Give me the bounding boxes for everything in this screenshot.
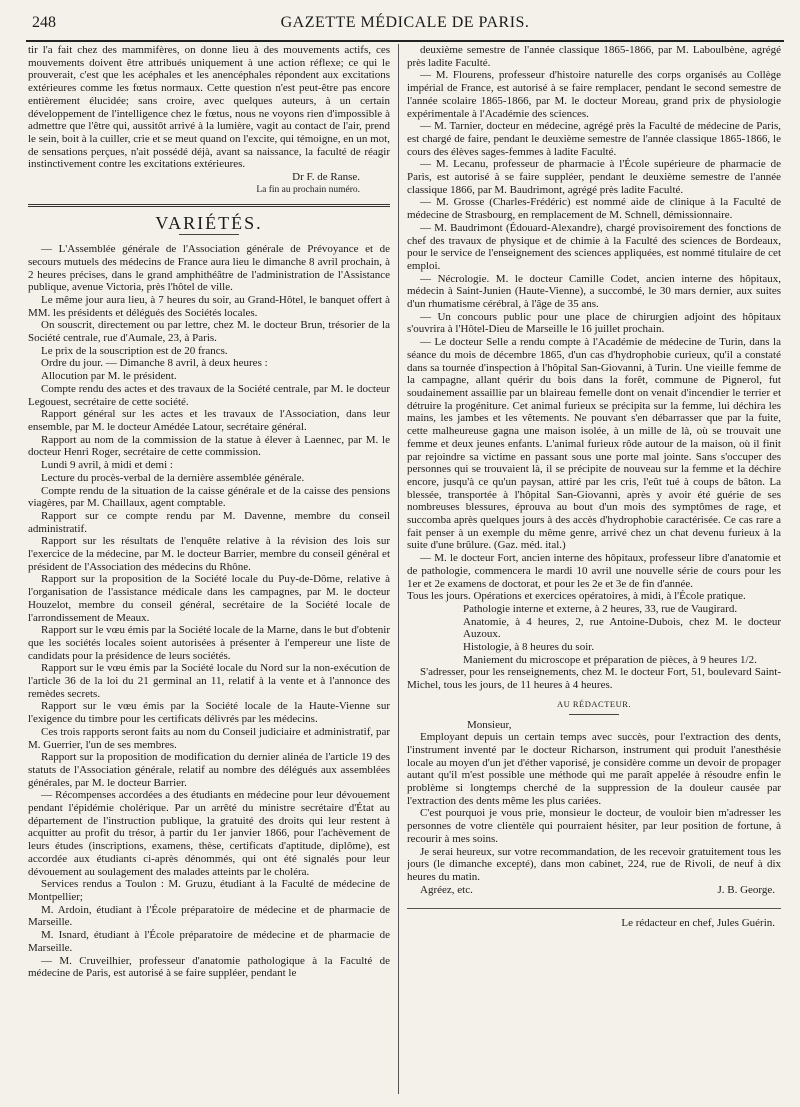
article-paragraph: Rapport sur le vœu émis par la Société locale de la Marne, dans le but d'obtenir que les sociétés locales soient autorisées à présenter à l'empereur une liste de candidats pour la présidence de leurs sociétés. bbox=[28, 624, 390, 662]
schedule-item: Maniement du microscope et préparation de pièces, à 9 heures 1/2. bbox=[463, 653, 757, 666]
continuation-paragraph: tir l'a fait chez des mammifères, on donne lieu à des mouvements actifs, ces mouvements doivent être attribués uniquement à une action réflexe; ce qui le prouverait, c'est que les acéphales et les anencéphales répondent aux excitations extérieures comme les fœtus normaux. Cette question n'est peut-être pas encore entièrement élucidée; sans croire, avec quelques auteurs, à un certain développement de l'intelligence chez le fœtus, nous ne voyons rien d'impossible à admettre que l'être qui, aussitôt arrivé à la lumière, vagit au contact de l'air, prend le sein, boit à la cuiller, crie et se meut quand on l'excite, qui témoigne, en un mot, de sensations perçues, n'ait possédé déjà, avant sa naissance, la faculté de réagir instinctivement contre les excitations extérieures. bbox=[28, 44, 390, 171]
article-paragraph: Allocution par M. le président. bbox=[41, 370, 177, 383]
article-paragraph: Rapport sur ce compte rendu par M. Davenne, membre du conseil administratif. bbox=[28, 509, 390, 535]
left-column bbox=[28, 44, 390, 1094]
letter-closing: Agréez, etc. bbox=[420, 883, 473, 896]
article-paragraph: — M. Flourens, professeur d'histoire naturelle des corps organisés au Collège impérial de France, est autorisé à se faire remplacer, pendant le second semestre de l'année scolaire 1865-1866, par M. le docteur Moreau, grand prix de physiologie expérimentale à l'Académie des sciences. bbox=[407, 69, 781, 120]
article-paragraph: — M. Grosse (Charles-Frédéric) est nommé aide de clinique à la Faculté de médecine de Strasbourg, en remplacement de M. Schnell, démissionnaire. bbox=[407, 196, 781, 222]
schedule-item: Anatomie, à 4 heures, 2, rue Antoine-Dubois, chez M. le docteur Auzoux. bbox=[463, 615, 781, 641]
article-paragraph: — M. Tarnier, docteur en médecine, agrégé près la Faculté de médecine de Paris, est chargé de faire, pendant le deuxième semestre de l'année classique 1865-1866, le cours des élèves sages-femmes à ladite Faculté. bbox=[407, 120, 781, 158]
letter-paragraph: Employant depuis un certain temps avec succès, pour l'extraction des dents, l'instrument inventé par le docteur Richarson, instrument qui produit l'anesthésie locale au moyen d'un jet d'éther vaporisé, je considère comme un devoir de propager autant qu'il m'est possible une méthode qui me paraît appelée à résoudre enfin le problème si longtemps cherché de la suppression de la douleur causée par l'extraction des dents même les plus cariées. bbox=[407, 731, 781, 807]
contact-paragraph: S'adresser, pour les renseignements, chez M. le docteur Fort, 51, boulevard Saint-Michel, tous les jours, de 11 heures à 4 heures. bbox=[407, 666, 781, 692]
course-schedule bbox=[407, 590, 781, 666]
letter-body bbox=[407, 731, 781, 883]
article-paragraph: On souscrit, directement ou par lettre, chez M. le docteur Brun, trésorier de la Société centrale, rue d'Aumale, 23, à Paris. bbox=[28, 319, 390, 345]
article-paragraph: — Récompenses accordées a des étudiants en médecine pour leur dévouement pendant l'épidémie cholérique. Par un arrêté du ministre secrétaire d'État au département de l'instruction publique, la gratuité des droits qui leur restent à acquitter au profit du trésor, à partir du 1er janvier 1866, pour l'achèvement de leurs études (inscriptions, examens, thèse, certificats d'aptitude, diplôme), est accordée aux étudiants ci-après dénommés, qui ont été signalés pour leur dévouement au soulagement des malades atteints par le choléra. bbox=[28, 789, 390, 878]
article-paragraph: M. Isnard, étudiant à l'École préparatoire de médecine et de pharmacie de Marseille. bbox=[28, 929, 390, 954]
right-column bbox=[407, 44, 781, 1094]
right-paragraphs bbox=[407, 44, 781, 590]
left-paragraphs bbox=[28, 243, 390, 980]
article-paragraph: Compte rendu des actes et des travaux de la Société centrale, par M. le docteur Legouest, secrétaire de cette société. bbox=[28, 382, 390, 408]
article-paragraph: — M. Baudrimont (Édouard-Alexandre), chargé provisoirement des fonctions de chef des travaux de physique et de chimie à la Faculté des sciences de Bordeaux, pour le service de l'enseignement des sciences appliquées, est nommé titulaire de cet emploi. bbox=[407, 221, 781, 272]
article-paragraph: Ordre du jour. — Dimanche 8 avril, à deux heures : bbox=[41, 357, 268, 370]
page-header bbox=[26, 8, 784, 42]
continued-note: La fin au prochain numéro. bbox=[256, 184, 360, 195]
article-paragraph: M. Ardoin, étudiant à l'École préparatoire de médecine et de pharmacie de Marseille. bbox=[28, 903, 390, 929]
article-paragraph: — Nécrologie. M. le docteur Camille Codet, ancien interne des hôpitaux, médecin à Saint-Junien (Haute-Vienne), a succombé, le 30 mars dernier, aux suites d'un rhumatisme cérébral, à l'âge de 35 ans. bbox=[407, 272, 781, 311]
column-rule bbox=[398, 44, 399, 1094]
author-signature: Dr F. de Ranse. bbox=[292, 171, 360, 184]
section-separator bbox=[28, 204, 390, 207]
article-paragraph: Ces trois rapports seront faits au nom du Conseil judiciaire et administratif, par M. Guerrier, l'un de ses membres. bbox=[28, 725, 390, 751]
article-paragraph: — L'Assemblée générale de l'Association générale de Prévoyance et de secours mutuels des médecins de France aura lieu le dimanche 8 avril prochain, à 2 heures précises, dans le grand amphithéâtre de l'administration de l'Assistance publique, avenue Victoria, près l'hôtel de ville. bbox=[28, 243, 390, 294]
article-paragraph: Rapport sur le vœu émis par la Société locale du Nord sur la non-exécution de l'article 36 de la loi du 21 germinal an 11, relatif à la vente et à l'annonce des remèdes secrets. bbox=[28, 662, 390, 700]
article-paragraph: Rapport général sur les actes et les travaux de l'Association, dans leur ensemble, par M. le docteur Amédée Latour, secrétaire général. bbox=[28, 408, 390, 433]
letter-closing-row bbox=[407, 884, 781, 897]
article-paragraph: Le prix de la souscription est de 20 francs. bbox=[41, 344, 228, 357]
article-paragraph: Rapport au nom de la commission de la statue à élever à Laennec, par M. le docteur Henri Roger, secrétaire de cette commission. bbox=[28, 433, 390, 459]
page-number: 248 bbox=[32, 14, 56, 31]
schedule-item: Tous les jours. Opérations et exercices opératoires, à midi, à l'École pratique. bbox=[407, 590, 746, 603]
article-paragraph: Rapport sur les résultats de l'enquête relative à la révision des lois sur l'exercice de la médecine, par M. le docteur Barrier, membre du conseil général et président de l'Association des médecins du Rhône. bbox=[28, 535, 390, 573]
letter-salutation: Monsieur, bbox=[467, 718, 512, 731]
letter-heading: AU RÉDACTEUR. bbox=[407, 698, 781, 715]
schedule-item: Pathologie interne et externe, à 2 heures, 33, rue de Vaugirard. bbox=[463, 602, 738, 615]
article-paragraph: Rapport sur la proposition de la Société locale du Puy-de-Dôme, relative à l'organisation de l'assistance médicale dans les campagnes, par M. le docteur Houzelot, membre du conseil général, secrétaire de la Société locale de l'arrondissement de Meaux. bbox=[28, 573, 390, 624]
section-title: VARIÉTÉS. bbox=[28, 217, 390, 235]
letter-signature: J. B. George. bbox=[717, 883, 775, 896]
letter-paragraph: Je serai heureux, sur votre recommandation, de les recevoir gratuitement tous les jours (le dimanche excepté), dans mon cabinet, 224, rue de Rivoli, de neuf à dix heures du matin. bbox=[407, 845, 781, 883]
schedule-item: Histologie, à 8 heures du soir. bbox=[463, 641, 595, 654]
article-paragraph: deuxième semestre de l'année classique 1865-1866, par M. Laboulbène, agrégé près ladite Faculté. bbox=[407, 44, 781, 69]
letter-paragraph: C'est pourquoi je vous prie, monsieur le docteur, de vouloir bien m'adresser les personnes de votre clientèle qui pourraient hésiter, par leur position de fortune, à recourir à mes soins. bbox=[407, 807, 781, 845]
editor-line: Le rédacteur en chef, Jules Guérin. bbox=[407, 908, 781, 930]
article-paragraph: Lecture du procès-verbal de la dernière assemblée générale. bbox=[41, 471, 305, 484]
article-paragraph: Lundi 9 avril, à midi et demi : bbox=[41, 459, 173, 472]
article-paragraph: — Le docteur Selle a rendu compte à l'Académie de médecine de Turin, dans la séance du mois de décembre 1865, d'un cas d'hydrophobie curieux, qu'il a constaté dans sa tournée d'inspection à l'hôpital San-Giovanni, à Turin. Une vieille femme de la campagne, allant quérir du bois dans la forêt, commune de Pignerol, fut soudainement assaillie par un blaireau femelle dont on venait d'incendier le terrier et détruire la progéniture. Cet animal furieux se précipita sur la femme, lui déchira les mains, les jambes et les vêtements. Ne pouvant s'en débarrasser que par la fuite, cette malheureuse gagna une maison isolée, à un mille de là, où se trouvait une femme et deux jeunes enfants. L'animal furieux rôde autour de la maison, où il finit par rejoindre sa victime en passant sous une porte mal jointe. Sans s'occuper des personnes qui se trouvaient là, il se précipite de nouveau sur la femme et la déchire encore, jusqu'à ce qu'un paysan, attiré par les cris, l'eût tué à coups de bâton. La blessée, transportée à l'hôpital San-Giovanni, après y avoir été guérie de ses nombreuses blessures, éprouva au bout d'un mois des symptômes de rage, et succomba après quelques jours à des accès d'hydrophobie caractérisée. Ce cas rare a fait penser à un exemple du même genre, arrivé chez un chat devenu furieux à la suite d'une brûlure. (Gaz. méd. ital.) bbox=[407, 336, 781, 552]
article-paragraph: Services rendus a Toulon : M. Gruzu, étudiant à la Faculté de médecine de Montpellier; bbox=[28, 878, 390, 903]
article-paragraph: — Un concours public pour une place de chirurgien adjoint des hôpitaux s'ouvrira à l'Hôtel-Dieu de Marseille le 16 juillet prochain. bbox=[407, 310, 781, 336]
article-paragraph: Le même jour aura lieu, à 7 heures du soir, au Grand-Hôtel, le banquet offert à MM. les présidents et délégués des Sociétés locales. bbox=[28, 293, 390, 319]
article-paragraph: — M. le docteur Fort, ancien interne des hôpitaux, professeur libre d'anatomie et de pathologie, commencera le mardi 10 avril une nouvelle série de cours pour les 1er et 2e examens de doctorat, et pour les 2e et 3e de fin d'année. bbox=[407, 552, 781, 590]
article-paragraph: Rapport sur la proposition de modification du dernier alinéa de l'article 19 des statuts de l'Association générale, relatif au nombre des délégués aux assemblées générales, par M. le docteur Barrier. bbox=[28, 751, 390, 789]
article-paragraph: Compte rendu de la situation de la caisse générale et de la caisse des pensions viagères, par M. Chaillaux, agent comptable. bbox=[28, 484, 390, 510]
article-paragraph: — M. Cruveilhier, professeur d'anatomie pathologique à la Faculté de médecine de Paris, est autorisé à se faire suppléer, pendant le bbox=[28, 954, 390, 980]
running-title: GAZETTE MÉDICALE DE PARIS. bbox=[280, 14, 530, 31]
article-paragraph: Rapport sur le vœu émis par la Société locale de la Haute-Vienne sur l'exigence du timbre pour les certificats délivrés par les médecins. bbox=[28, 700, 390, 726]
article-paragraph: — M. Lecanu, professeur de pharmacie à l'École supérieure de pharmacie de Paris, est autorisé à se faire suppléer, pendant le deuxième semestre de l'année classique 1866, par M. Baudrimont, agrégé près ladite Faculté. bbox=[407, 158, 781, 196]
